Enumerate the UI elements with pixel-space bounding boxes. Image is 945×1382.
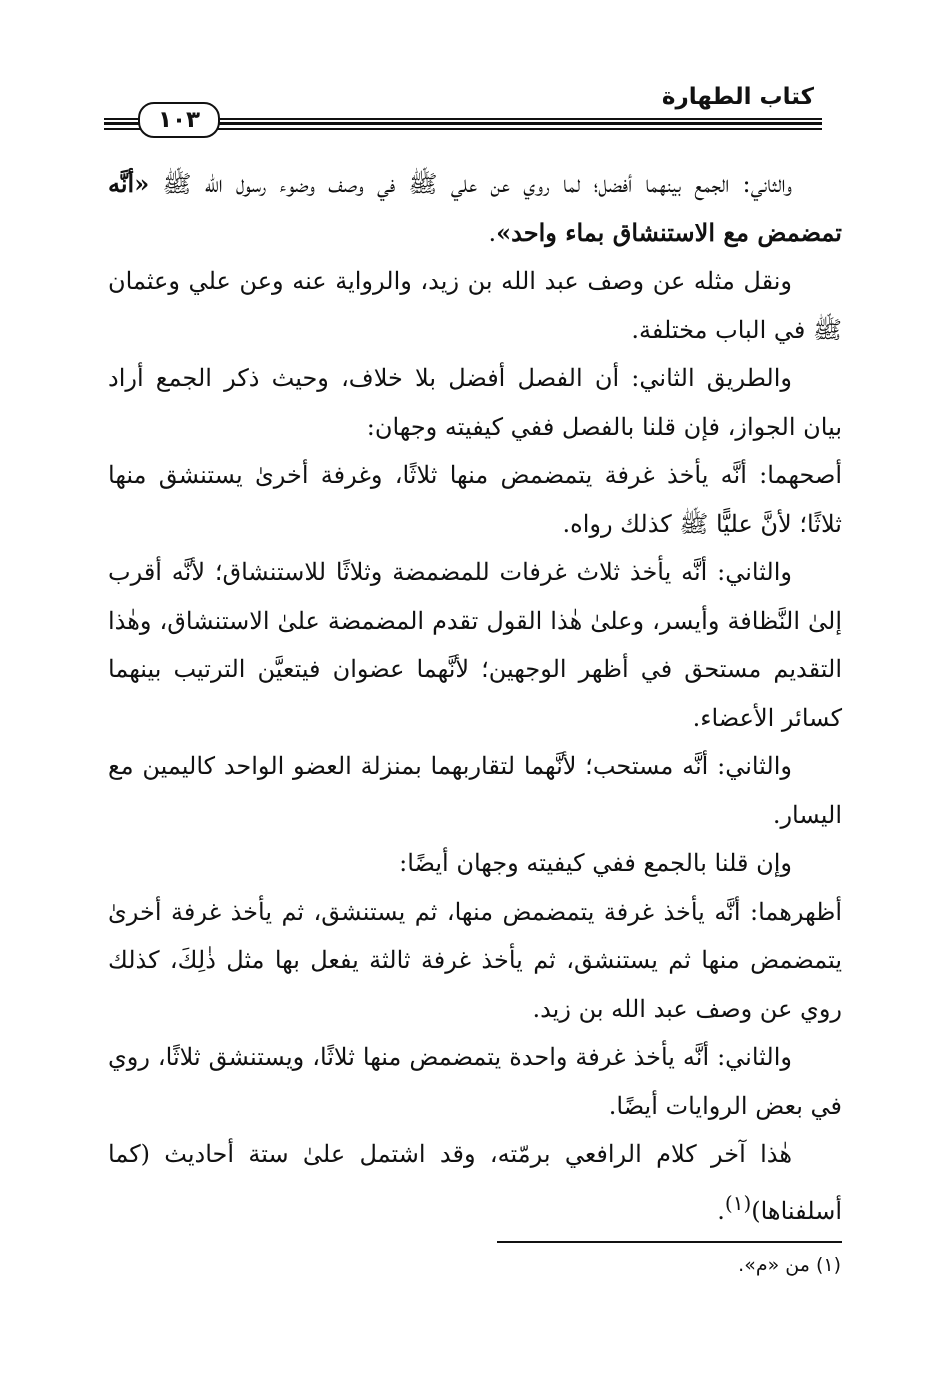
paragraph: والطريق الثاني: أن الفصل أفضل بلا خلاف، وحيث ذكر الجمع أراد بيان الجواز، فإن قلنا بالفصل ففي كيفيته وجهان: — [108, 364, 842, 441]
hadith-quote: «أنَّه تمضمض مع الاستنشاق بماء واحد» — [108, 169, 842, 247]
page-number: ١٠٣ — [138, 102, 220, 138]
main-text — [108, 160, 842, 1235]
paragraph — [108, 160, 842, 257]
footnote-reference: (١) — [724, 1190, 752, 1215]
paragraph-text: والثاني: الجمع بينهما أفضل؛ لما روي عن علي ﷺ في وصف وضوء رسول الله ﷺ — [149, 170, 792, 198]
footnote-separator — [497, 1241, 842, 1243]
paragraph: ونقل مثله عن وصف عبد الله بن زيد، والرواية عنه وعن علي وعثمان ﷺ في الباب مختلفة. — [108, 267, 842, 344]
paragraph: والثاني: أنَّه يأخذ غرفة واحدة يتمضمض منها ثلاثًا، ويستنشق ثلاثًا، روي في بعض الروايات أيضًا. — [108, 1043, 842, 1120]
paragraph: أصحهما: أنَّه يأخذ غرفة يتمضمض منها ثلاثًا، وغرفة أخرىٰ يستنشق منها ثلاثًا؛ لأنَّ عليًّا ﷺ كذلك رواه. — [108, 461, 842, 538]
paragraph — [108, 1130, 842, 1235]
paragraph-end: . — [717, 1196, 725, 1225]
paragraph-end: . — [488, 218, 497, 247]
paragraph: والثاني: أنَّه يأخذ ثلاث غرفات للمضمضة وثلاثًا للاستنشاق؛ لأنَّه أقرب إلىٰ النَّظافة وأيسر، وعلىٰ هٰذا القول تقدم المضمضة علىٰ الاستنشاق، وهٰذا التقديم مستحق في أظهر الوجهين؛ لأنَّهما عضوان فيتعيَّن الترتيب بينهما كسائر الأعضاء. — [108, 558, 842, 732]
paragraph: وإن قلنا بالجمع ففي كيفيته وجهان أيضًا: — [399, 849, 792, 877]
paragraph: والثاني: أنَّه مستحب؛ لأنَّهما لتقاربهما بمنزلة العضو الواحد كاليمين مع اليسار. — [108, 752, 842, 829]
running-title: كتاب الطهارة — [661, 84, 814, 110]
footnote: (١) من «م». — [738, 1254, 841, 1276]
page-header — [104, 82, 822, 138]
paragraph-text: هٰذا آخر كلام الرافعي برمّته، وقد اشتمل علىٰ ستة أحاديث (كما أسلفناها) — [108, 1140, 842, 1225]
paragraph: أظهرهما: أنَّه يأخذ غرفة يتمضمض منها، ثم يستنشق، ثم يأخذ غرفة أخرىٰ يتمضمض منها ثم يستنشق، ثم يأخذ غرفة ثالثة يفعل بها مثل ذٰلِكَ، كذلك روي عن وصف عبد الله بن زيد. — [108, 897, 842, 1023]
